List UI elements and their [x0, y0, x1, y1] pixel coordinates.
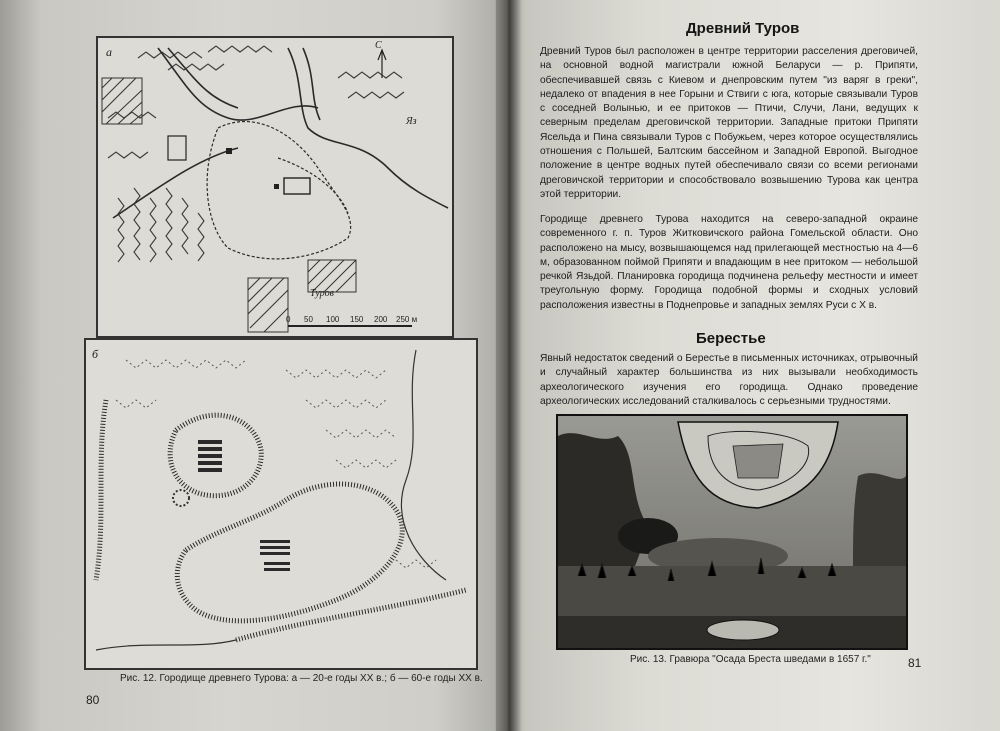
map-a-1920s [96, 36, 454, 338]
town-label: Туров [310, 288, 334, 299]
section-title-turov: Древний Туров [686, 20, 800, 37]
scale-tick-50: 50 [304, 315, 313, 324]
scale-tick-150: 150 [350, 315, 364, 324]
scale-tick-100: 100 [326, 315, 340, 324]
scale-tick-250: 250 м [396, 315, 418, 324]
section-title-berestye: Берестье [696, 330, 766, 347]
scale-tick-0: 0 [286, 315, 291, 324]
map-a-drawing [98, 38, 452, 336]
page-number-right: 81 [908, 656, 922, 670]
paragraph-turov-hillfort: Городище древнего Турова находится на северо-западной окраине современного г. п. Туров Житковичского района Гомельской области. Оно расположено на мысу, возвышающемся над прилегающей местностью на 4—6 м, образованном поймой Припяти и впадающим в нее притоком — небольшой речкой Язьдой. Планировка городища подчинена рельефу местности и имеет треугольную форму. Городища подобной формы и сходных условий расположения известны в Поднепровье и западных землях Руси с X в. [540, 214, 918, 311]
map-b-drawing [86, 340, 476, 668]
book-spine-shadow [494, 0, 522, 731]
page-number-left: 80 [86, 693, 100, 707]
panel-label-b: б [92, 347, 99, 361]
panel-label-a: а [106, 45, 112, 59]
scale-tick-200: 200 [374, 315, 388, 324]
figure-12-caption: Рис. 12. Городище древнего Турова: а — 20-е годы XX в.; б — 60-е годы XX в. [120, 673, 483, 684]
river-label: Яз [406, 116, 417, 127]
siege-of-brest-engraving [556, 414, 908, 650]
engraving-drawing [558, 416, 906, 648]
paragraph-turov-location: Древний Туров был расположен в центре территории расселения дреговичей, на основной водной магистрали южной Беларуси — р. Припяти, обеспечивавшей связь с Киевом и днепровским путем "из варяг в греки", недалеко от впадения в нее Горыни и Ствиги с юга, которые связывали Туров с соседней Волынью, и ее притоков — Птичи, Случи, Лани, ведущих к северным пределам дреговичской территории. Западные притоки Припяти Ясельда и Пина связывали Туров с Побужьем, через которое осуществлялись отношения с Польшей, Балтским бассейном и Западной Европой. Выгодное положение в центре водных путей обеспечивало связи со всеми регионами дреговичской территории и способствовало возвышению Турова как центра этой территории. [540, 46, 918, 200]
north-label: С [375, 40, 382, 51]
figure-13-caption: Рис. 13. Гравюра "Осада Бреста шведами в 1657 г." [630, 654, 871, 665]
map-b-1960s [84, 338, 478, 670]
paragraph-berestye: Явный недостаток сведений о Берестье в письменных источниках, отрывочный и случайный характер большинства из них вызывали необходимость археологического изучения его городища. Однако проведение археологических исследований сталкивалось с серьезными трудностями. [540, 353, 918, 407]
